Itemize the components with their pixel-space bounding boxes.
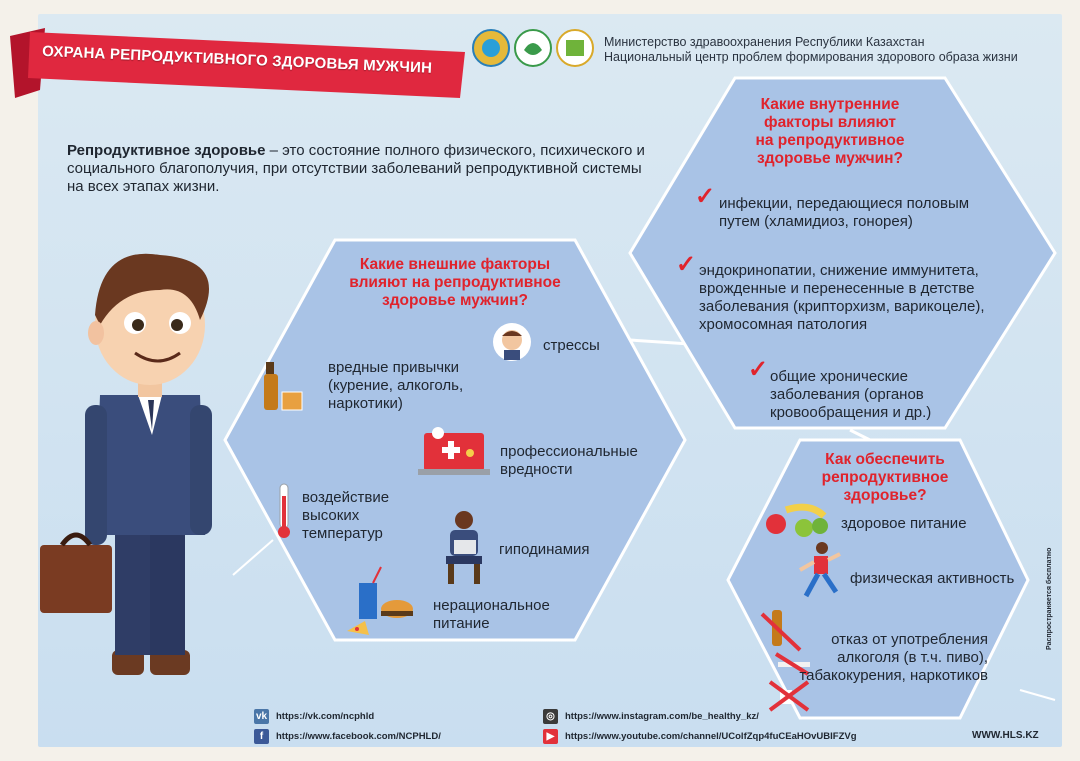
running-man-icon [792, 540, 844, 602]
protect-heading: Как обеспечить репродуктивное здоровье? [821, 451, 949, 504]
external-item-nutrition: нерациональное питание [433, 597, 550, 632]
free-distribution-note: Распространяется бесплатно [1046, 547, 1053, 650]
definition-term: Репродуктивное здоровье [67, 142, 266, 159]
external-heading: Какие внешние факторы влияют на репродуктивное здоровье мужчин? [349, 256, 561, 309]
instagram-link[interactable]: https://www.instagram.com/be_healthy_kz/ [565, 711, 759, 722]
vk-link[interactable]: https://vk.com/ncphld [276, 711, 375, 722]
laptop-medical-icon [418, 425, 490, 477]
checkmark-icon: ✓ [676, 251, 697, 278]
vk-icon[interactable]: vk [255, 711, 268, 722]
ministry-line2: Национальный центр проблем формирования здорового образа жизни [604, 50, 1018, 64]
site-link[interactable]: WWW.HLS.KZ [972, 730, 1039, 741]
alcohol-cigarette-icon [262, 358, 312, 413]
facebook-link[interactable]: https://www.facebook.com/NCPHLD/ [276, 731, 441, 742]
ministry-line1: Министерство здравоохранения Республики Казахстан [604, 35, 925, 49]
protect-item-refusal: отказ от употребления алкоголя (в т.ч. пиво), табакокурения, наркотиков [799, 631, 988, 684]
instagram-icon[interactable]: ◎ [543, 709, 558, 724]
emblems-logos [472, 28, 594, 68]
external-item-habits: вредные привычки (курение, алкоголь, наркотики) [328, 359, 464, 412]
protect-item-activity: физическая активность [850, 570, 1015, 587]
facebook-icon[interactable]: f [254, 729, 269, 744]
external-item-occupational: профессиональные вредности [500, 443, 638, 478]
stressed-face-icon [492, 322, 532, 362]
external-item-hypodynamia: гиподинамия [499, 541, 590, 558]
protect-item-food: здоровое питание [841, 515, 967, 532]
definition-body: – это состояние полного физического, психического и социального благополучия, при отсутствии заболеваний репродуктивной системы на всех этапах жизни. [67, 142, 645, 195]
checkmark-icon: ✓ [695, 183, 716, 210]
definition-text [67, 142, 647, 196]
internal-item-endocrine: эндокринопатии, снижение иммунитета, врожденные и перенесенные в детстве заболевания (крипторхизм, варикоцеле), хромосомная патология [699, 262, 985, 333]
internal-item-infections: инфекции, передающиеся половым путем (хламидиоз, гонорея) [719, 195, 970, 230]
banner-title: ОХРАНА РЕПРОДУКТИВНОГО ЗДОРОВЬЯ МУЖЧИН [41, 42, 433, 77]
external-item-stress: стрессы [543, 337, 600, 354]
ministry-info [604, 35, 1018, 65]
fast-food-icon [345, 565, 417, 637]
businessman-illustration [40, 235, 225, 685]
youtube-icon[interactable]: ▶ [543, 729, 558, 744]
external-item-temperature: воздействие высоких температур [302, 489, 390, 542]
checkmark-icon: ✓ [748, 356, 769, 383]
sedentary-man-icon [436, 510, 492, 586]
thermometer-icon [276, 482, 292, 540]
internal-heading: Какие внутренние факторы влияют на репродуктивное здоровье мужчин? [755, 96, 905, 167]
internal-item-chronic: общие хронические заболевания (органов кровообращения и др.) [770, 368, 932, 421]
fruits-icon [764, 502, 834, 540]
youtube-link[interactable]: https://www.youtube.com/channel/UColfZqp4fuCEaHOvUBIFZVg [565, 731, 857, 742]
